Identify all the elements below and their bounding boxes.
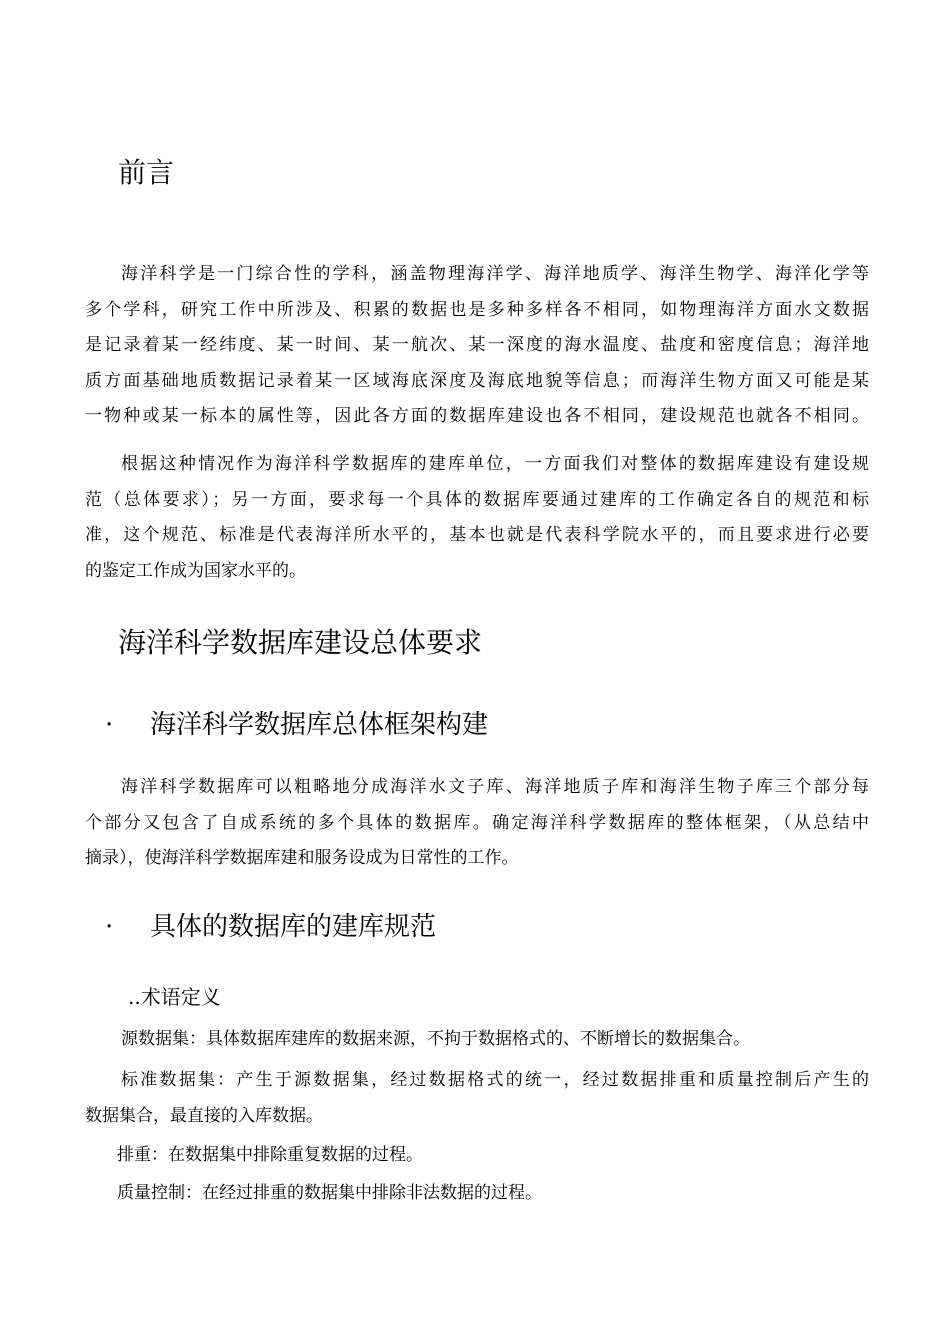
text-line: 排重：在数据集中排除重复数据的过程。 [117, 1145, 423, 1165]
text-line: 源数据集：具体数据库建库的数据来源，不拘于数据格式的、不断增长的数据集合。 [121, 1029, 750, 1049]
subsection-1-title: 海洋科学数据库总体框架构建 [150, 710, 489, 740]
text-line: 一物种或某一标本的属性等，因此各方面的数据库建设也各不相同，建设规范也就各不相同。 [85, 406, 869, 426]
text-line: 标准数据集：产生于源数据集，经过数据格式的统一，经过数据排重和质量控制后产生的 [121, 1070, 869, 1090]
text-line: 海洋科学是一门综合性的学科，涵盖物理海洋学、海洋地质学、海洋生物学、海洋化学等 [121, 264, 869, 284]
term-deduplication [85, 1138, 869, 1174]
text-line: 范（总体要求）；另一方面，要求每一个具体的数据库要通过建库的工作确定各自的规范和标 [85, 489, 869, 510]
text-line: 数据集合，最直接的入库数据。 [85, 1105, 323, 1126]
bullet-marker: · [105, 912, 114, 942]
subsection-2-title: 具体的数据库的建库规范 [150, 912, 437, 942]
text-line: 多个学科，研究工作中所涉及、积累的数据也是多种多样各不相同，如物理海洋方面水文数据 [85, 299, 869, 320]
preface-paragraph-1 [85, 257, 869, 435]
subsection-1-paragraph [85, 770, 869, 877]
text-line: 质量控制：在经过排重的数据集中排除非法数据的过程。 [117, 1183, 542, 1203]
text-line: 海洋科学数据库可以粗略地分成海洋水文子库、海洋地质子库和海洋生物子库三个部分每 [121, 777, 869, 797]
bullet-marker: · [105, 710, 114, 740]
term-source-dataset [85, 1022, 869, 1058]
preface-title: 前言 [118, 156, 175, 189]
text-line: 摘录），使海洋科学数据库建和服务设成为日常性的工作。 [85, 848, 519, 868]
preface-paragraph-2 [85, 447, 869, 589]
term-quality-control [85, 1176, 869, 1212]
text-line: 质方面基础地质数据记录着某一区域海底深度及海底地貌等信息；而海洋生物方面又可能是某 [85, 370, 869, 391]
term-standard-dataset [85, 1063, 869, 1134]
text-line: 个部分又包含了自成系统的多个具体的数据库。确定海洋科学数据库的整体框架，（从总结中 [85, 812, 869, 833]
terms-heading: ..术语定义 [128, 985, 221, 1009]
section-title: 海洋科学数据库建设总体要求 [118, 626, 483, 659]
text-line: 根据这种情况作为海洋科学数据库的建库单位，一方面我们对整体的数据库建设有建设规 [121, 454, 869, 474]
text-line: 准，这个规范、标准是代表海洋所水平的，基本也就是代表科学院水平的，而且要求进行必要 [85, 525, 869, 545]
text-line: 是记录着某一经纬度、某一时间、某一航次、某一深度的海水温度、盐度和密度信息；海洋地 [85, 335, 869, 355]
text-line: 的鉴定工作成为国家水平的。 [85, 560, 306, 581]
